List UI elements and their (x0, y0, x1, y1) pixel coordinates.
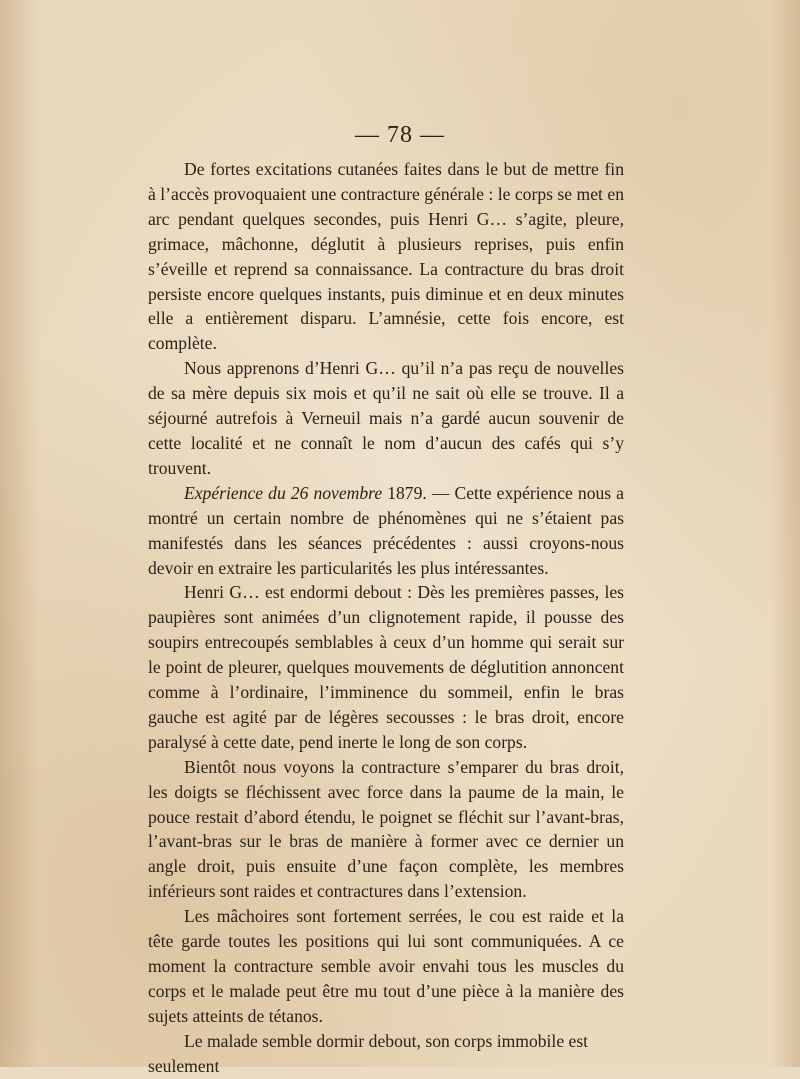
paragraph: Bientôt nous voyons la contracture s’emparer du bras droit, les doigts se fléchissent avec force dans la paume de la main, le pouce restait d’abord étendu, le poignet se fléchit sur l’avant-bras, l’avant-bras sur le bras de manière à former avec ce dernier un angle droit, puis ensuite d’une façon complète, les membres inférieurs sont raides et contractures dans l’extension. (148, 756, 624, 902)
page-edge-shadow-left (0, 0, 40, 1067)
page-number: — 78 — (355, 122, 445, 148)
paragraph-text: 1879. — Cette expérience nous a montré un certain nombre de phénomènes qui ne s’étaient pas manifestés dans les séances précédentes : aussi croyons-nous devoir en extraire les particularités les plus intéressantes. (148, 482, 624, 578)
paragraph: Les mâchoires sont fortement serrées, le cou est raide et la tête garde toutes les positions qui lui sont communiquées. A ce moment la contracture semble avoir envahi tous les muscles du corps et le malade peut être mu tout d’une pièce à la manière des sujets atteints de tétanos. (148, 906, 624, 1026)
page-edge-shadow-right (770, 0, 800, 1067)
paragraph: De fortes excitations cutanées faites dans le but de mettre fin à l’accès provoquaient une contracture générale : le corps se met en arc pendant quelques secondes, puis Henri G… s’agite, pleure, grimace, mâchonne, déglutit à plusieurs reprises, puis enfin s’éveille et reprend sa connaissance. La contracture du bras droit persiste encore quelques instants, puis diminue et en deux minutes elle a entièrement disparu. L’amnésie, cette fois encore, est complète. (148, 159, 624, 354)
paragraph (148, 481, 624, 581)
paragraph: Le malade semble dormir debout, son corps immobile est seulement (148, 1030, 589, 1076)
paragraph: Henri G… est endormi debout : Dès les premières passes, les paupières sont animées d’un clignotement rapide, il pousse des soupirs entrecoupés semblables à ceux d’un homme qui serait sur le point de pleurer, quelques mouvements de déglutition annoncent comme à l’ordinaire, l’imminence du sommeil, enfin le bras gauche est agité par de légères secousses : le bras droit, encore paralysé à cette date, pend inerte le long de son corps. (148, 582, 624, 752)
paragraph: Nous apprenons d’Henri G… qu’il n’a pas reçu de nouvelles de sa mère depuis six mois et qu’il ne sait où elle se trouve. Il a séjourné autrefois à Verneuil mais n’a gardé aucun souvenir de cette localité et ne connaît le nom d’aucun des cafés qui s’y trouvent. (148, 358, 624, 478)
experience-date-heading: Expérience du 26 novembre (184, 482, 383, 503)
body-text (148, 157, 624, 1079)
